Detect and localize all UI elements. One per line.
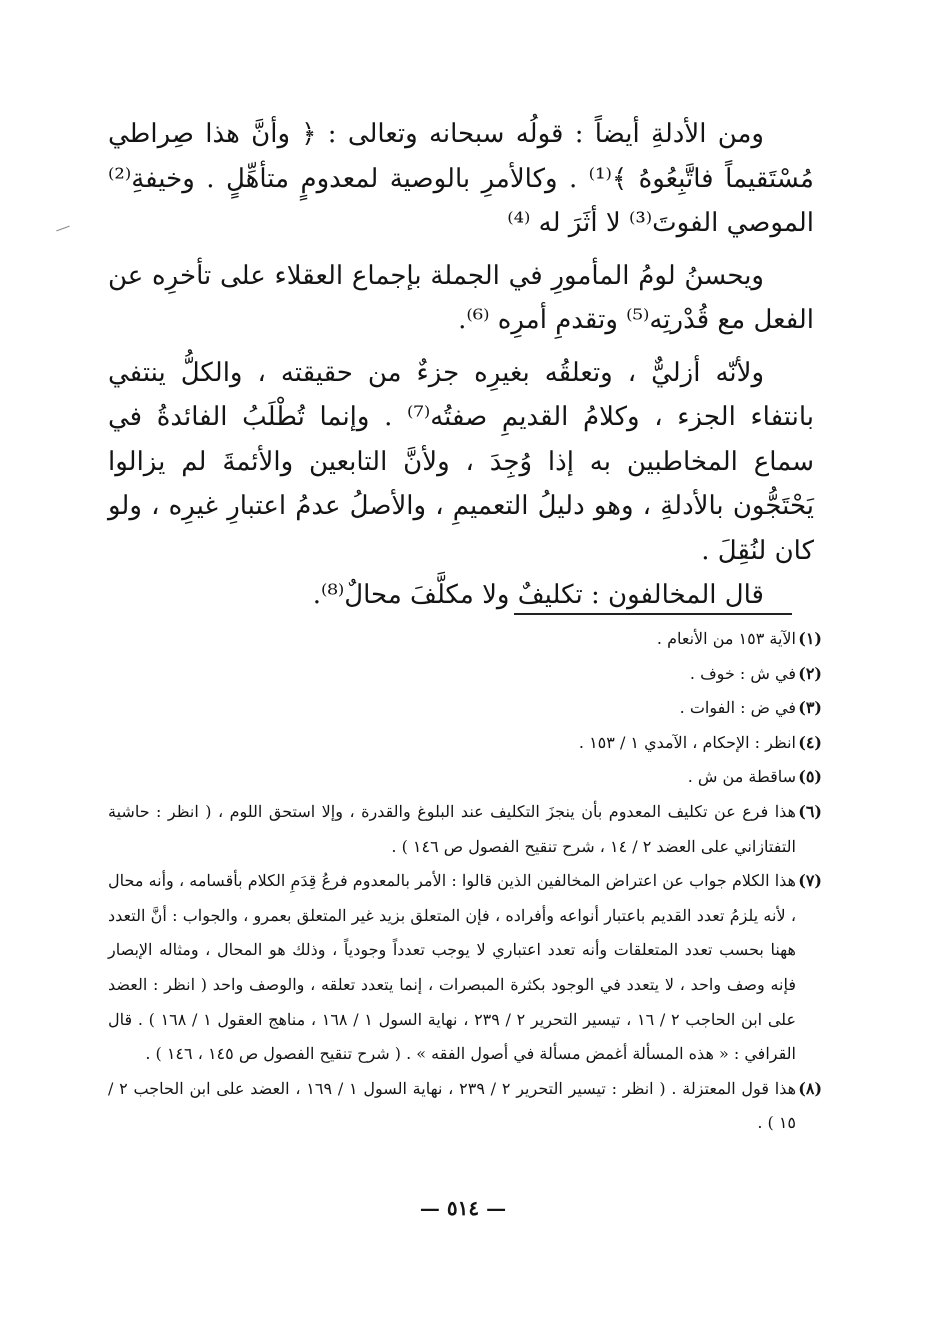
footnote-text: هذا قول المعتزلة . ( انظر : تيسير التحرير ٢ / ٢٣٩ ، نهاية السول ١ / ١٦٩ ، العضد على ابن الحاجب ٢ / ١٥ ) . <box>108 1078 797 1133</box>
body-paragraph-2: ويحسنُ لومُ المأمورِ في الجملة بإجماع العقلاء على تأخرِه عن الفعل مع قُدْرتِه⁽⁵⁾ وتقدمِ أمرِه ⁽⁶⁾. <box>108 260 814 335</box>
footnote-7 <box>108 864 822 1072</box>
footnote-2 <box>108 657 822 692</box>
footnote-number: (٢) <box>798 663 822 683</box>
footnote-8 <box>108 1072 822 1141</box>
footnote-text: في ض : الفوات . <box>679 698 796 718</box>
body-paragraph-1: ومن الأدلةِ أيضاً : قولُه سبحانه وتعالى : ﴿ وأنَّ هذا صِراطي مُسْتَقيماً فاتَّبِعُوهُ ﴾⁽¹⁾ . وكالأمرِ بالوصية لمعدومٍ متأهِّلٍ . وخيفةِ⁽²⁾ الموصي الفوتَ⁽³⁾ لا أثَرَ له ⁽⁴⁾ <box>108 119 814 238</box>
footnote-text: هذا الكلام جواب عن اعتراض المخالفين الذين قالوا : الأمر بالمعدوم فرعُ قِدَمِ الكلام بأقسامه ، وأنه محال ، لأنه يلزمُ تعدد القديم باعتبار أنواعه وأفراده ، فإن المتعلق بزيد غير المتعلق بعمرو ، والجواب : أنَّ التعدد ههنا بحسب تعدد المتعلقات وأنه تعدد اعتباري لا يوجب تعدداً وجودياً ، وذلك هو المحال ، ومثاله الإبصار فإنه وصف واحد ، لا يتعدد في الوجود بكثرة المبصرات ، إنما يتعدد تعلقه ، والوصف واحد ( انظر : العضد على ابن الحاجب ٢ / ١٦ ، تيسير التحرير ٢ / ٢٣٩ ، نهاية السول ١ / ١٦٨ ، مناهج العقول ١ / ١٦٨ ) . قال القرافي : « هذه المسألة أغمض مسألة في أصول الفقه » . ( شرح تنقيح الفصول ص ١٤٥ ، ١٤٦ ) . <box>108 871 796 1064</box>
body-paragraph-3: ولأنّه أزليٌّ ، وتعلقُه بغيرِه جزءٌ من حقيقته ، والكلُّ ينتفي بانتفاء الجزء ، وكلامُ القديمِ صفتُه⁽⁷⁾ . وإنما تُطْلَبُ الفائدةُ في سماع المخاطبين به إذا وُجِدَ ، ولأنَّ التابعين والأئمةَ لم يزالوا يَحْتَجُّون بالأدلةِ ، وهو دليلُ التعميمِ ، والأصلُ عدمُ اعتبارِ غيرِه ، ولو كان لنُقِلَ . <box>108 357 814 566</box>
footnote-number: (٥) <box>798 767 822 787</box>
footnote-text: في ش : خوف . <box>689 663 796 683</box>
footnotes <box>108 622 822 1141</box>
footnote-5 <box>108 760 822 795</box>
footnote-number: (١) <box>798 629 822 648</box>
margin-mark <box>56 226 69 232</box>
footnote-number: (٦) <box>798 801 822 821</box>
footnote-1 <box>108 622 822 657</box>
footnote-6 <box>108 795 822 864</box>
footnote-4 <box>108 726 822 761</box>
footnote-3 <box>108 691 822 726</box>
footnote-text: هذا فرع عن تكليف المعدوم بأن ينجزَ التكليف عند البلوغ والقدرة ، وإلا استحق اللوم ، ( انظر : حاشية التفتازاني على العضد ٢ / ١٤ ، شرح تنقيح الفصول ص ١٤٦ ) . <box>108 801 796 856</box>
page-number: — ٥١٤ — <box>419 1196 507 1220</box>
footnote-text: الآية ١٥٣ من الأنعام . <box>656 629 796 648</box>
footnote-separator <box>514 613 792 615</box>
footnote-number: (٣) <box>798 698 822 718</box>
body-paragraph-4: قال المخالفون : تكليفٌ ولا مكلَّفَ محالٌ⁽⁸⁾. <box>312 580 764 610</box>
footnote-number: (٨) <box>798 1078 823 1098</box>
footnote-number: (٤) <box>798 732 822 752</box>
footnote-number: (٧) <box>798 871 822 891</box>
footnote-text: انظر : الإحكام ، الآمدي ١ / ١٥٣ . <box>578 732 796 752</box>
footnote-text: ساقطة من ش . <box>687 767 796 787</box>
main-text <box>108 112 814 618</box>
